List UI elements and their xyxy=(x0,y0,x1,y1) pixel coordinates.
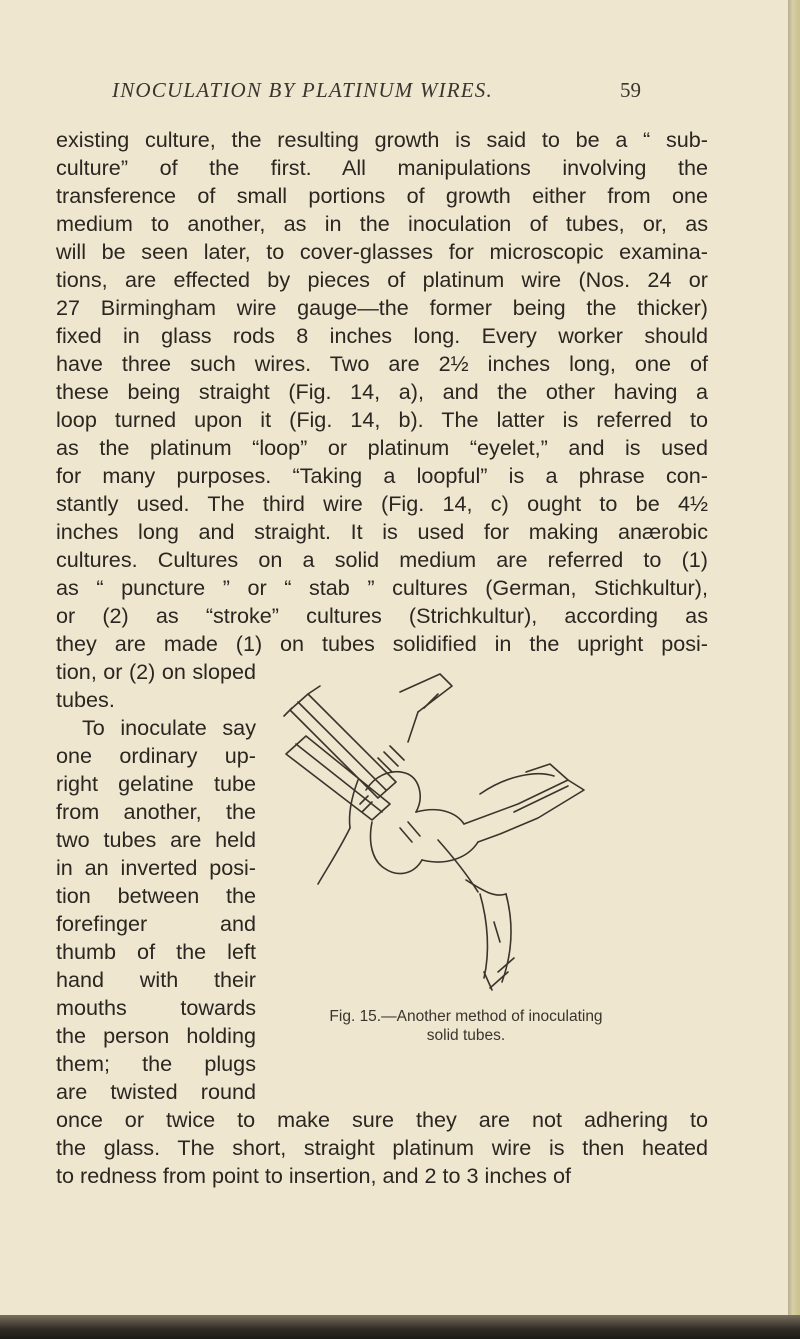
running-head xyxy=(0,78,788,108)
figure-caption-line: solid tubes. xyxy=(426,1027,506,1044)
hand-holding-tubes-illustration xyxy=(268,672,628,1012)
wrap-line: two tubes are held xyxy=(56,827,256,852)
wrap-line: them; the plugs xyxy=(56,1051,256,1076)
wrap-line: mouths towards xyxy=(56,995,256,1020)
figure-caption-line: Fig. 15.—Another method of inoculating xyxy=(329,1008,603,1025)
wrap-line: To inoculate say xyxy=(82,715,256,740)
page-number: 59 xyxy=(620,78,641,102)
body-line: to redness from point to insertion, and 2 to 3 inches of xyxy=(56,1163,571,1188)
body-line: stantly used. The third wire (Fig. 14, c) ought to be 4½ xyxy=(56,491,708,516)
body-line: have three such wires. Two are 2½ inches long, one of xyxy=(56,351,708,376)
body-line: for many purposes. “Taking a loopful” is a phrase con- xyxy=(56,463,708,488)
wrap-line: tubes. xyxy=(56,687,115,712)
body-line: existing culture, the resulting growth is said to be a “ sub- xyxy=(56,127,708,152)
body-line: loop turned upon it (Fig. 14, b). The latter is referred to xyxy=(56,407,708,432)
wrap-line: are twisted round xyxy=(56,1079,256,1104)
wrap-line: forefinger and xyxy=(56,911,256,936)
body-line: 27 Birmingham wire gauge—the former being the thicker) xyxy=(56,295,708,320)
wrap-line: one ordinary up- xyxy=(56,743,256,768)
wrap-line: tion between the xyxy=(56,883,256,908)
body-line: as “ puncture ” or “ stab ” cultures (German, Stichkultur), xyxy=(56,575,708,600)
body-line: will be seen later, to cover-glasses for microscopic examina- xyxy=(56,239,708,264)
body-line: tions, are effected by pieces of platinum wire (Nos. 24 or xyxy=(56,267,708,292)
body-line: these being straight (Fig. 14, a), and the other having a xyxy=(56,379,708,404)
page-edge xyxy=(788,0,800,1339)
wrap-line: right gelatine tube xyxy=(56,771,256,796)
body-line: fixed in glass rods 8 inches long. Every worker should xyxy=(56,323,708,348)
wrap-line: from another, the xyxy=(56,799,256,824)
running-title: INOCULATION BY PLATINUM WIRES. xyxy=(112,78,493,102)
wrap-line: hand with their xyxy=(56,967,256,992)
wrap-line: the person holding xyxy=(56,1023,256,1048)
body-line: inches long and straight. It is used for making anærobic xyxy=(56,519,708,544)
body-line: as the platinum “loop” or platinum “eyelet,” and is used xyxy=(56,435,708,460)
figure-caption xyxy=(286,1007,646,1045)
wrap-line: in an inverted posi- xyxy=(56,855,256,880)
body-line: culture” of the first. All manipulations involving the xyxy=(56,155,708,180)
body-line: the glass. The short, straight platinum wire is then heated xyxy=(56,1135,708,1160)
binding-edge xyxy=(0,1315,800,1339)
body-line: or (2) as “stroke” cultures (Strichkultur), according as xyxy=(56,603,708,628)
wrap-line: thumb of the left xyxy=(56,939,256,964)
body-line: tion, or (2) on sloped xyxy=(56,659,256,684)
body-line: cultures. Cultures on a solid medium are referred to (1) xyxy=(56,547,708,572)
body-line: they are made (1) on tubes solidified in the upright posi- xyxy=(56,631,708,656)
body-line: transference of small portions of growth either from one xyxy=(56,183,708,208)
body-line: once or twice to make sure they are not adhering to xyxy=(56,1107,708,1132)
body-line: medium to another, as in the inoculation of tubes, or, as xyxy=(56,211,708,236)
